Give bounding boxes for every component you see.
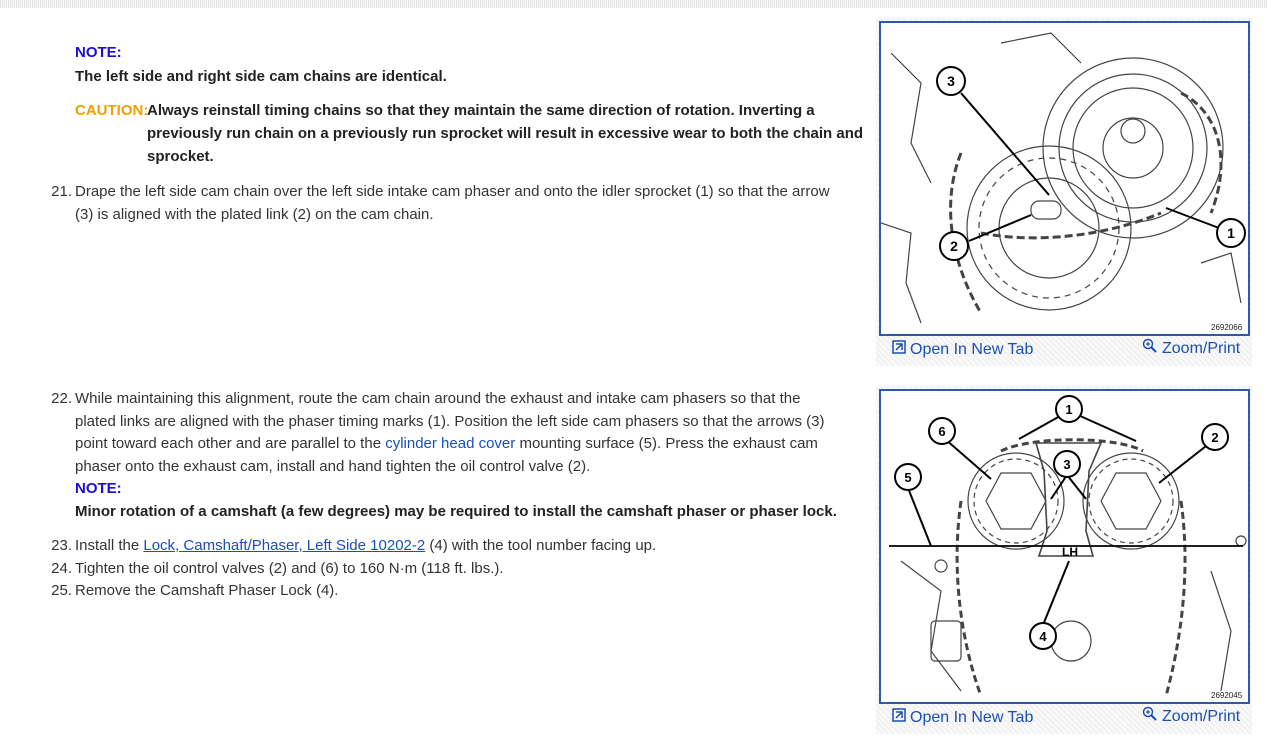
figure-1-image[interactable] <box>879 21 1250 336</box>
callout-2-label: 2 <box>950 238 958 254</box>
step-line: phaser onto the exhaust cam, install and hand tighten the oil control valve (2). <box>75 457 591 475</box>
note-label: NOTE: <box>75 480 122 497</box>
caution-line: sprocket. <box>147 148 214 165</box>
step-text <box>75 388 825 478</box>
callout-6-label: 6 <box>938 424 946 439</box>
step-line: While maintaining this alignment, route the cam chain around the exhaust and intake cam phasers so that the <box>75 390 801 407</box>
open-new-tab-icon <box>892 340 906 359</box>
step-number: 22. <box>51 390 72 407</box>
step-number: 21. <box>51 183 72 200</box>
callout-2-label: 2 <box>1211 430 1219 445</box>
tool-label: LH <box>1062 545 1078 559</box>
step-text-segment: (4) with the tool number facing up. <box>425 537 657 554</box>
zoom-print-label: Zoom/Print <box>1162 339 1241 357</box>
step-number: 24. <box>51 560 72 577</box>
figure-2-image[interactable] <box>879 389 1250 704</box>
callout-3-label: 3 <box>947 73 955 89</box>
step-text-segment: mounting surface (5). Press the exhaust cam <box>515 435 818 452</box>
figure-id: 2692045 <box>1211 691 1243 700</box>
step-text <box>75 535 656 558</box>
caution-label: CAUTION: <box>75 102 149 119</box>
callout-3-label: 3 <box>1063 457 1071 472</box>
note-text: The left side and right side cam chains are identical. <box>75 68 447 85</box>
caution-line: previously run chain on a previously run sprocket will result in excessive wear to both the chain and <box>147 125 864 142</box>
camshaft-phaser-lock-link[interactable]: Lock, Camshaft/Phaser, Left Side 10202-2 <box>143 537 426 554</box>
open-in-new-tab-button[interactable] <box>892 708 1033 727</box>
note-text: Minor rotation of a camshaft (a few degrees) may be required to install the camshaft phaser or phaser lock. <box>75 503 837 520</box>
zoom-print-button[interactable] <box>1142 338 1240 359</box>
zoom-magnifier-icon <box>1142 706 1158 727</box>
top-border <box>0 0 1267 8</box>
step-number: 25. <box>51 582 72 599</box>
step-number: 23. <box>51 537 72 554</box>
step-line: plated links are aligned with the phaser timing marks (1). Position the left side cam phasers so that the arrows (3) <box>75 412 825 430</box>
figure-2-illustration <box>881 391 1248 702</box>
cam-phaser-outline <box>1043 58 1223 238</box>
zoom-magnifier-icon <box>1142 338 1158 359</box>
figure-id: 2692066 <box>1211 323 1243 332</box>
callout-1-label: 1 <box>1227 225 1235 241</box>
callout-5-label: 5 <box>904 470 912 485</box>
step-text: Tighten the oil control valves (2) and (6) to 160 N·m (118 ft. lbs.). <box>75 560 504 577</box>
step-line: (3) is aligned with the plated link (2) on the cam chain. <box>75 205 434 223</box>
open-in-new-tab-label: Open In New Tab <box>910 708 1034 726</box>
open-new-tab-icon <box>892 708 906 727</box>
step-line <box>75 433 825 456</box>
step-text: Remove the Camshaft Phaser Lock (4). <box>75 582 339 599</box>
step-line: Drape the left side cam chain over the left side intake cam phaser and onto the idler sprocket (1) so that the arrow <box>75 183 830 200</box>
caution-text <box>147 99 863 168</box>
open-in-new-tab-button[interactable] <box>892 340 1033 359</box>
figure-1-illustration <box>881 23 1248 334</box>
open-in-new-tab-label: Open In New Tab <box>910 340 1034 358</box>
zoom-print-button[interactable] <box>1142 706 1240 727</box>
step-text <box>75 181 830 226</box>
cylinder-head-cover-link[interactable]: cylinder head cover <box>385 435 516 452</box>
callout-1-label: 1 <box>1065 402 1073 417</box>
zoom-print-label: Zoom/Print <box>1162 707 1241 725</box>
callout-4-label: 4 <box>1039 629 1047 644</box>
step-text-segment: point toward each other and are parallel to the <box>75 435 386 452</box>
caution-line: Always reinstall timing chains so that they maintain the same direction of rotation. Inverting a <box>147 102 815 119</box>
step-text-segment: Install the <box>75 537 144 554</box>
note-label: NOTE: <box>75 44 122 61</box>
